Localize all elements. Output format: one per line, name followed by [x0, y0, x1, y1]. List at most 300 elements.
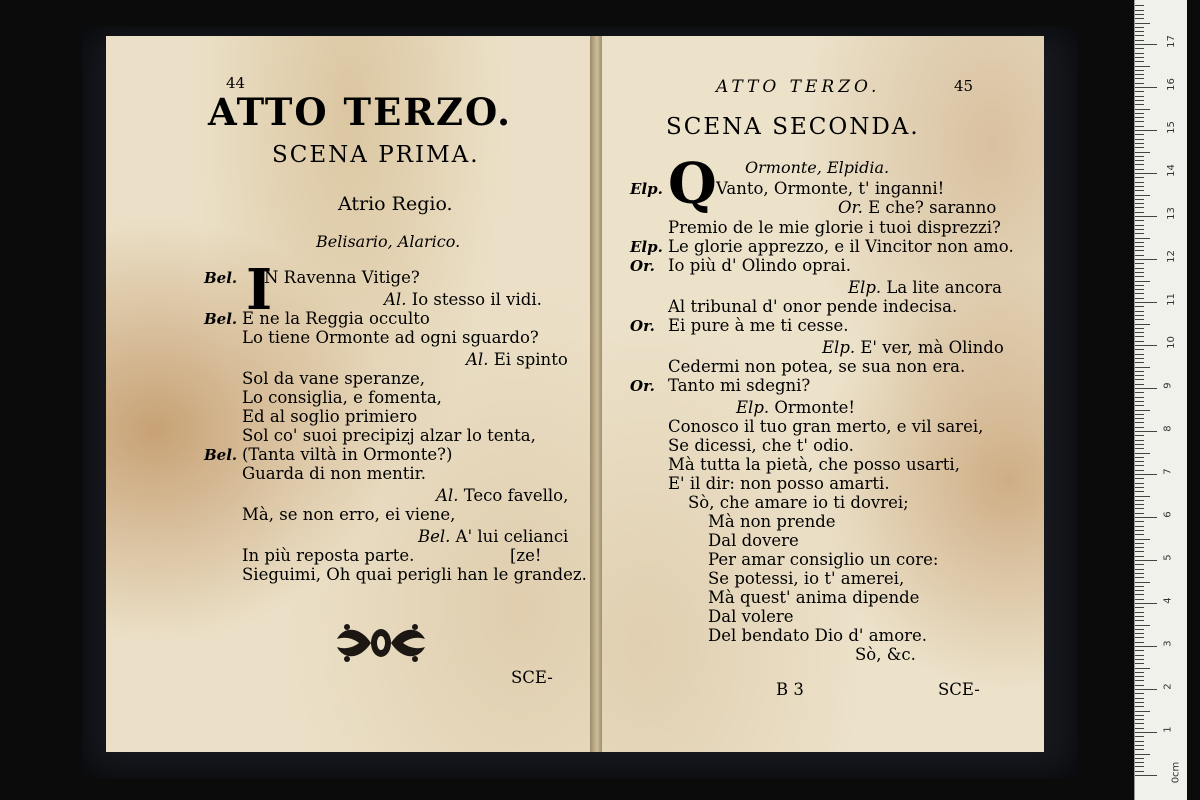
- left-verse-text: Teco favello,: [463, 486, 569, 505]
- ruler-tick: [1135, 225, 1144, 226]
- ruler-number: 0cm: [1170, 761, 1182, 784]
- location-heading: Atrio Regio.: [338, 193, 453, 215]
- left-verse-line: [242, 428, 536, 445]
- catchword-left: SCE-: [511, 668, 553, 687]
- ruler-tick: [1135, 255, 1144, 256]
- ruler-tick: [1135, 594, 1144, 595]
- right-verse-line: [668, 438, 854, 455]
- ruler-tick: [1135, 698, 1144, 699]
- scene-title-right: SCENA SECONDA.: [666, 114, 920, 140]
- ruler-tick: [1135, 655, 1144, 656]
- right-verse-text: Tanto mi sdegni?: [668, 376, 811, 395]
- right-verse-text: Del bendato Dio d' amore.: [708, 626, 928, 645]
- ruler-number: 10: [1165, 336, 1177, 349]
- left-verse-line: [242, 548, 414, 565]
- left-verse-text: (Tanta viltà in Ormonte?): [242, 445, 453, 464]
- left-verse-text: Ei spinto: [493, 350, 568, 369]
- ruler-tick: [1135, 306, 1144, 307]
- ruler-tick: [1135, 513, 1144, 514]
- ruler-tick: [1135, 70, 1144, 71]
- right-verse-line: [848, 280, 1002, 297]
- ruler-tick: [1135, 465, 1144, 466]
- ruler-number: 14: [1165, 164, 1177, 177]
- ruler-tick: [1135, 496, 1150, 497]
- characters-left: Belisario, Alarico.: [316, 232, 461, 251]
- ruler-tick: [1135, 319, 1144, 320]
- ruler-tick: [1135, 749, 1144, 750]
- ruler-tick: [1135, 126, 1144, 127]
- right-verse-line: [668, 239, 1014, 256]
- ruler-tick: [1135, 680, 1144, 681]
- right-speaker-label: Elp.: [630, 238, 663, 256]
- ruler-number: 4: [1162, 597, 1174, 604]
- ruler-tick: [1135, 160, 1144, 161]
- right-cue-label: Elp.: [822, 338, 861, 357]
- right-speaker-label: Elp.: [630, 180, 663, 198]
- ruler-tick: [1135, 349, 1144, 350]
- ruler-tick: [1135, 31, 1144, 32]
- ruler-tick: [1135, 569, 1144, 570]
- ruler-tick: [1135, 607, 1144, 608]
- left-verse-line: [242, 390, 442, 407]
- ruler-tick: [1135, 259, 1157, 260]
- ruler-tick: [1135, 629, 1144, 630]
- ruler-tick: [1135, 177, 1144, 178]
- scene-title-left: SCENA PRIMA.: [272, 142, 480, 168]
- right-verse-line: [736, 400, 855, 417]
- ruler-tick: [1135, 276, 1144, 277]
- ruler-tick: [1135, 212, 1144, 213]
- ruler-tick: [1135, 354, 1144, 355]
- catchword-right: SCE-: [938, 680, 980, 699]
- right-verse-text: Mà non prende: [708, 512, 836, 531]
- ruler-tick: [1135, 719, 1144, 720]
- left-verse-text: Io stesso il vidi.: [411, 290, 542, 309]
- left-verse-text: Sol co' suoi precipizj alzar lo tenta,: [242, 426, 536, 445]
- ruler-tick: [1135, 83, 1144, 84]
- right-verse-line: [855, 647, 916, 664]
- left-cue-label: Al.: [466, 350, 494, 369]
- ruler-tick: [1135, 504, 1144, 505]
- left-cue-label: Al.: [384, 290, 412, 309]
- ruler-tick: [1135, 186, 1144, 187]
- ruler-tick: [1135, 603, 1157, 604]
- ruler-number: 1: [1162, 726, 1174, 733]
- ruler-tick: [1135, 173, 1157, 174]
- ruler-tick: [1135, 44, 1157, 45]
- ruler-tick: [1135, 384, 1144, 385]
- right-page-number: 45: [954, 77, 974, 95]
- ruler-tick: [1135, 612, 1144, 613]
- ruler-tick: [1135, 642, 1144, 643]
- ruler-tick: [1135, 616, 1144, 617]
- ruler-tick: [1135, 745, 1144, 746]
- ruler-tick: [1135, 668, 1150, 669]
- ruler-tick: [1135, 422, 1144, 423]
- ruler-tick: [1135, 672, 1144, 673]
- ruler-tick: [1135, 508, 1144, 509]
- ruler-tick: [1135, 599, 1144, 600]
- ruler-tick: [1135, 195, 1150, 196]
- ruler-tick: [1135, 139, 1144, 140]
- ruler-tick: [1135, 741, 1144, 742]
- left-verse-text: E ne la Reggia occulto: [242, 309, 430, 328]
- left-verse-line: [242, 330, 539, 347]
- ruler-tick: [1135, 113, 1144, 114]
- ruler-tick: [1135, 91, 1144, 92]
- ruler-tick: [1135, 272, 1144, 273]
- ruler-tick: [1135, 582, 1150, 583]
- act-title: ATTO TERZO.: [208, 90, 512, 134]
- right-verse-text: Conosco il tuo gran merto, e vil sarei,: [668, 417, 984, 436]
- ruler-number: 9: [1162, 382, 1174, 389]
- ruler-tick: [1135, 766, 1144, 767]
- right-verse-line: [708, 571, 904, 588]
- ruler-number: 3: [1162, 640, 1174, 647]
- left-verse-line: [242, 466, 426, 483]
- left-verse-text: Lo tiene Ormonte ad ogni sguardo?: [242, 328, 539, 347]
- ruler-tick: [1135, 663, 1144, 664]
- ruler-tick: [1135, 659, 1144, 660]
- left-verse-line: [466, 352, 568, 369]
- right-verse-text: E che? saranno: [868, 198, 997, 217]
- right-verse-line: [668, 359, 965, 376]
- ruler-tick: [1135, 728, 1144, 729]
- ruler-tick: [1135, 263, 1144, 264]
- ruler-tick: [1135, 586, 1144, 587]
- ruler-tick: [1135, 491, 1144, 492]
- ruler-tick: [1135, 293, 1144, 294]
- left-verse-line: [242, 409, 417, 426]
- drop-cap-left: I: [246, 257, 273, 323]
- signature-mark: B 3: [776, 680, 804, 699]
- ruler-tick: [1135, 646, 1157, 647]
- ruler-tick: [1135, 633, 1144, 634]
- ruler-tick: [1135, 152, 1150, 153]
- ruler-tick: [1135, 723, 1144, 724]
- right-verse-text: E' il dir: non posso amarti.: [668, 474, 890, 493]
- right-verse-line: [822, 340, 1004, 357]
- left-verse-line: [242, 567, 587, 584]
- left-verse-text: Guarda di non mentir.: [242, 464, 426, 483]
- left-verse-text: A' lui celianci: [455, 527, 569, 546]
- ruler-tick: [1135, 345, 1157, 346]
- left-verse-text: In più reposta parte.: [242, 546, 415, 565]
- ruler-tick: [1135, 444, 1144, 445]
- right-verse-line: [708, 514, 836, 531]
- left-verse-text: Mà, se non erro, ei viene,: [242, 505, 456, 524]
- ruler-tick: [1135, 203, 1144, 204]
- ruler-tick: [1135, 711, 1150, 712]
- left-verse-line: [510, 548, 542, 565]
- right-verse-text: Io più d' Olindo oprai.: [668, 256, 851, 275]
- ruler-tick: [1135, 367, 1150, 368]
- right-verse-text: Ormonte!: [774, 398, 856, 417]
- ruler-tick: [1135, 676, 1144, 677]
- ruler-tick: [1135, 229, 1144, 230]
- ruler-tick: [1135, 590, 1144, 591]
- ruler-tick: [1135, 577, 1144, 578]
- ruler-tick: [1135, 362, 1144, 363]
- ruler-tick: [1135, 758, 1144, 759]
- right-verse-line: [716, 181, 944, 198]
- ruler-tick: [1135, 134, 1144, 135]
- ruler-number: 15: [1165, 121, 1177, 134]
- ruler-tick: [1135, 130, 1157, 131]
- ruler-tick: [1135, 754, 1150, 755]
- left-speaker-label: Bel.: [204, 310, 238, 328]
- ruler-tick: [1135, 216, 1157, 217]
- left-verse-text: Sieguimi, Oh quai perigli han le grandez.: [242, 565, 587, 584]
- left-verse-text: N Ravenna Vitige?: [264, 268, 420, 287]
- ruler-tick: [1135, 298, 1144, 299]
- right-verse-text: Le glorie apprezzo, e il Vincitor non amo.: [668, 237, 1014, 256]
- ruler-tick: [1135, 27, 1144, 28]
- right-verse-text: Se potessi, io t' amerei,: [708, 569, 905, 588]
- ruler-tick: [1135, 418, 1144, 419]
- ruler-tick: [1135, 190, 1144, 191]
- right-verse-line: [668, 299, 957, 316]
- running-head: ATTO TERZO.: [716, 77, 881, 97]
- ruler-tick: [1135, 521, 1144, 522]
- ruler-tick: [1135, 324, 1150, 325]
- ruler-tick: [1135, 461, 1144, 462]
- ruler-number: 13: [1165, 207, 1177, 220]
- ruler-tick: [1135, 311, 1144, 312]
- right-verse-text: Cedermi non potea, se sua non era.: [668, 357, 966, 376]
- right-verse-text: Dal dovere: [708, 531, 799, 550]
- ruler-number: 16: [1165, 78, 1177, 91]
- measuring-ruler: [1134, 0, 1187, 800]
- ruler-tick: [1135, 18, 1144, 19]
- right-verse-line: [708, 552, 938, 569]
- ruler-tick: [1135, 625, 1150, 626]
- right-cue-label: Elp.: [848, 278, 887, 297]
- ruler-tick: [1135, 547, 1144, 548]
- ruler-tick: [1135, 526, 1144, 527]
- left-verse-line: [384, 292, 542, 309]
- right-verse-line: [668, 457, 960, 474]
- ruler-tick: [1135, 57, 1144, 58]
- ruler-tick: [1135, 40, 1144, 41]
- ruler-tick: [1135, 164, 1144, 165]
- ruler-tick: [1135, 100, 1144, 101]
- ruler-tick: [1135, 379, 1144, 380]
- ruler-tick: [1135, 315, 1144, 316]
- ruler-tick: [1135, 23, 1150, 24]
- right-verse-line: [668, 220, 1001, 237]
- ruler-tick: [1135, 147, 1144, 148]
- ruler-tick: [1135, 285, 1144, 286]
- left-verse-line: [242, 447, 452, 464]
- right-speaker-label: Or.: [630, 317, 655, 335]
- ruler-tick: [1135, 392, 1144, 393]
- ruler-tick: [1135, 470, 1144, 471]
- right-verse-line: [708, 590, 919, 607]
- right-verse-line: [668, 258, 851, 275]
- ruler-number: 17: [1165, 35, 1177, 48]
- ruler-tick: [1135, 268, 1144, 269]
- left-verse-text: [ze!: [510, 546, 542, 565]
- ruler-tick: [1135, 281, 1150, 282]
- ruler-tick: [1135, 556, 1144, 557]
- ruler-tick: [1135, 109, 1150, 110]
- ruler-tick: [1135, 702, 1144, 703]
- right-verse-line: [838, 200, 996, 217]
- ruler-tick: [1135, 534, 1144, 535]
- ruler-tick: [1135, 182, 1144, 183]
- ruler-tick: [1135, 478, 1144, 479]
- ruler-tick: [1135, 35, 1144, 36]
- ruler-tick: [1135, 341, 1144, 342]
- ruler-tick: [1135, 220, 1144, 221]
- right-speaker-label: Or.: [630, 257, 655, 275]
- right-verse-line: [688, 495, 909, 512]
- ruler-tick: [1135, 573, 1144, 574]
- right-verse-text: Ei pure à me ti cesse.: [668, 316, 849, 335]
- ruler-tick: [1135, 5, 1144, 6]
- right-verse-text: La lite ancora: [886, 278, 1002, 297]
- right-verse-text: Vanto, Ormonte, t' inganni!: [716, 179, 945, 198]
- right-verse-line: [708, 533, 799, 550]
- left-verse-text: Lo consiglia, e fomenta,: [242, 388, 442, 407]
- right-verse-line: [668, 318, 849, 335]
- ruler-tick: [1135, 388, 1157, 389]
- left-verse-line: [264, 270, 420, 287]
- ruler-tick: [1135, 242, 1144, 243]
- right-verse-text: Dal volere: [708, 607, 794, 626]
- right-verse-text: Sò, &c.: [855, 645, 916, 664]
- ruler-tick: [1135, 156, 1144, 157]
- left-verse-line: [418, 529, 568, 546]
- ruler-tick: [1135, 405, 1144, 406]
- left-verse-line: [242, 371, 425, 388]
- ruler-tick: [1135, 431, 1157, 432]
- right-verse-text: Per amar consiglio un core:: [708, 550, 939, 569]
- left-speaker-label: Bel.: [204, 269, 238, 287]
- ruler-tick: [1135, 104, 1144, 105]
- ruler-tick: [1135, 474, 1157, 475]
- ruler-tick: [1135, 410, 1150, 411]
- ruler-tick: [1135, 289, 1144, 290]
- ruler-tick: [1135, 61, 1144, 62]
- ruler-tick: [1135, 14, 1144, 15]
- ruler-tick: [1135, 650, 1144, 651]
- ruler-tick: [1135, 414, 1144, 415]
- right-verse-line: [668, 419, 983, 436]
- ruler-tick: [1135, 560, 1157, 561]
- ruler-number: 6: [1162, 511, 1174, 518]
- ruler-tick: [1135, 530, 1144, 531]
- ruler-tick: [1135, 10, 1144, 11]
- ruler-tick: [1135, 53, 1144, 54]
- left-verse-text: Ed al soglio primiero: [242, 407, 418, 426]
- ruler-tick: [1135, 564, 1144, 565]
- ruler-tick: [1135, 693, 1144, 694]
- characters-right: Ormonte, Elpidia.: [745, 158, 890, 177]
- ruler-tick: [1135, 371, 1144, 372]
- ornament-fleuron: [333, 621, 429, 665]
- right-cue-label: Or.: [838, 198, 869, 217]
- ruler-tick: [1135, 238, 1150, 239]
- left-page-number: 44: [226, 74, 246, 92]
- left-speaker-label: Bel.: [204, 446, 238, 464]
- ruler-tick: [1135, 539, 1150, 540]
- ruler-tick: [1135, 620, 1144, 621]
- ruler-tick: [1135, 427, 1144, 428]
- ruler-tick: [1135, 706, 1144, 707]
- ruler-tick: [1135, 500, 1144, 501]
- ruler-tick: [1135, 74, 1144, 75]
- right-speaker-label: Or.: [630, 377, 655, 395]
- right-verse-line: [708, 628, 927, 645]
- ruler-number: 7: [1162, 468, 1174, 475]
- ruler-tick: [1135, 448, 1144, 449]
- ruler-tick: [1135, 48, 1144, 49]
- ruler-tick: [1135, 207, 1144, 208]
- right-verse-line: [708, 609, 794, 626]
- right-verse-text: E' ver, mà Olindo: [860, 338, 1004, 357]
- ruler-tick: [1135, 332, 1144, 333]
- ruler-tick: [1135, 246, 1144, 247]
- ruler-tick: [1135, 551, 1144, 552]
- ruler-tick: [1135, 732, 1157, 733]
- ruler-tick: [1135, 358, 1144, 359]
- ruler-tick: [1135, 143, 1144, 144]
- ruler-number: 2: [1162, 683, 1174, 690]
- left-verse-line: [436, 488, 568, 505]
- ruler-tick: [1135, 453, 1150, 454]
- ruler-tick: [1135, 762, 1144, 763]
- right-verse-text: Sò, che amare io ti dovrei;: [688, 493, 909, 512]
- ruler-tick: [1135, 435, 1144, 436]
- drop-cap-right: Q: [668, 151, 717, 217]
- ruler-tick: [1135, 543, 1144, 544]
- ruler-tick: [1135, 685, 1144, 686]
- ruler-tick: [1135, 199, 1144, 200]
- left-verse-line: [242, 507, 455, 524]
- right-verse-line: [668, 378, 810, 395]
- ruler-tick: [1135, 169, 1144, 170]
- ruler-number: 11: [1165, 293, 1177, 306]
- ruler-tick: [1135, 401, 1144, 402]
- ruler-tick: [1135, 775, 1157, 776]
- right-verse-text: Al tribunal d' onor pende indecisa.: [668, 297, 958, 316]
- ruler-tick: [1135, 302, 1157, 303]
- ruler-number: 5: [1162, 554, 1174, 561]
- ruler-tick: [1135, 440, 1144, 441]
- ruler-tick: [1135, 121, 1144, 122]
- ruler-tick: [1135, 637, 1144, 638]
- ruler-tick: [1135, 336, 1144, 337]
- ruler-tick: [1135, 771, 1144, 772]
- ruler-tick: [1135, 517, 1157, 518]
- ruler-tick: [1135, 96, 1144, 97]
- ruler-tick: [1135, 87, 1157, 88]
- ruler-tick: [1135, 375, 1144, 376]
- ruler-tick: [1135, 328, 1144, 329]
- left-cue-label: Bel.: [418, 527, 456, 546]
- right-verse-text: Se dicessi, che t' odio.: [668, 436, 854, 455]
- ruler-tick: [1135, 487, 1144, 488]
- right-verse-text: Mà quest' anima dipende: [708, 588, 920, 607]
- ruler-number: 12: [1165, 250, 1177, 263]
- ruler-tick: [1135, 233, 1144, 234]
- left-cue-label: Al.: [436, 486, 464, 505]
- left-verse-text: Sol da vane speranze,: [242, 369, 426, 388]
- ruler-tick: [1135, 397, 1144, 398]
- ruler-tick: [1135, 736, 1144, 737]
